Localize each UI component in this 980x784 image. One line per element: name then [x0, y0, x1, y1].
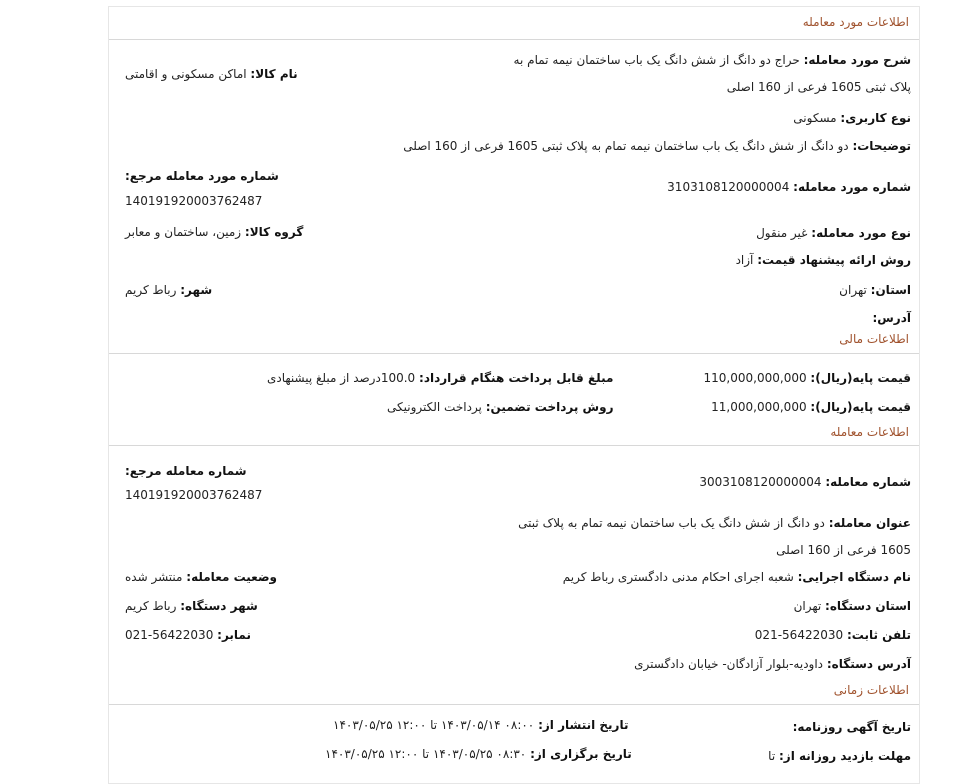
section-divider — [109, 353, 919, 354]
deal-usage: نوع کاربری: مسکونی — [793, 111, 911, 125]
deal-group: گروه کالا: زمین، ساختمان و معابر — [125, 225, 304, 239]
transaction-ref-number-label: شماره معامله مرجع: — [125, 464, 247, 478]
section-title-timing: اطلاعات زمانی — [833, 683, 909, 697]
deal-notes: توضیحات: دو دانگ از شش دانگ یک باب ساختمان نیمه تمام به پلاک ثبتی 1605 فرعی از 160 اصلی — [403, 139, 911, 153]
transaction-agency-province: استان دستگاه: تهران — [793, 599, 911, 613]
deal-type: نوع مورد معامله: غیر منقول — [756, 226, 911, 240]
deal-number: شماره مورد معامله: 3103108120000004 — [667, 180, 911, 194]
section-title-deal-info: اطلاعات مورد معامله — [802, 15, 909, 29]
transaction-ref-number-value: 14019192000376248‎7 — [125, 488, 263, 502]
section-divider — [109, 445, 919, 446]
transaction-agency-city: شهر دستگاه: رباط کریم — [125, 599, 258, 613]
section-title-financial: اطلاعات مالی — [839, 332, 909, 346]
document-panel — [108, 6, 920, 784]
deal-province: استان: تهران — [839, 283, 911, 297]
deal-item-name: نام کالا: اماکن مسکونی و اقامتی — [125, 67, 298, 81]
timing-publish: تاریخ انتشار از: ۰۸:۰۰ ۱۴۰۳/۰۵/۱۴ تا ۱۲:۰۰ ۱۴۰۳/۰۵/۲۵ — [333, 718, 629, 732]
transaction-title: عنوان معامله: دو دانگ از شش دانگ یک باب ساختمان نیمه تمام به پلاک ثبتی 1605 فرعی از 160 اصلی — [518, 516, 911, 557]
deal-price-method: روش ارائه پیشنهاد قیمت: آزاد — [735, 253, 911, 267]
transaction-fax: نمابر: 56422030-021 — [125, 628, 251, 642]
transaction-phone: تلفن ثابت: 56422030-021 — [754, 628, 911, 642]
section-divider — [109, 704, 919, 705]
financial-guarantee-price: قیمت پایه(ریال): 11,000,000,000 — [711, 400, 911, 414]
transaction-status: وضعیت معامله: منتشر شده — [125, 570, 278, 584]
financial-guarantee-method: روش پرداخت تضمین: پرداخت الکترونیکی — [387, 400, 614, 414]
transaction-agency: نام دستگاه اجرایی: شعبه اجرای احکام مدنی دادگستری رباط کریم — [562, 570, 911, 584]
transaction-number: شماره معامله: 3003108120000004 — [699, 475, 911, 489]
transaction-address: آدرس دستگاه: داودیه-بلوار آزادگان- خیابان دادگستری — [634, 657, 911, 671]
deal-ref-number-label: شماره مورد معامله مرجع: — [125, 169, 279, 183]
deal-city: شهر: رباط کریم — [125, 283, 213, 297]
deal-ref-number-value: 14019192000376248‎7 — [125, 194, 263, 208]
timing-newspaper: تاریخ آگهی روزنامه: — [792, 720, 911, 734]
financial-contract-payable: مبلغ قابل پرداخت هنگام قرارداد: 100.0درصد از مبلغ پیشنهادی — [267, 371, 614, 385]
financial-base-price: قیمت پایه(ریال): 110,000,000,000 — [703, 371, 911, 385]
section-divider — [109, 39, 919, 40]
deal-address: آدرس: — [872, 311, 911, 325]
deal-description: شرح مورد معامله: حراج دو دانگ از شش دانگ یک باب ساختمان نیمه تمام به پلاک ثبتی 1605 فرعی از 160 اصلی — [513, 53, 911, 94]
section-title-transaction: اطلاعات معامله — [830, 425, 909, 439]
timing-hold: تاریخ برگزاری از: ۰۸:۳۰ ۱۴۰۳/۰۵/۲۵ تا ۱۲:۰۰ ۱۴۰۳/۰۵/۲۵ — [325, 747, 632, 761]
timing-visit: مهلت بازدید روزانه از: تا — [768, 749, 911, 763]
